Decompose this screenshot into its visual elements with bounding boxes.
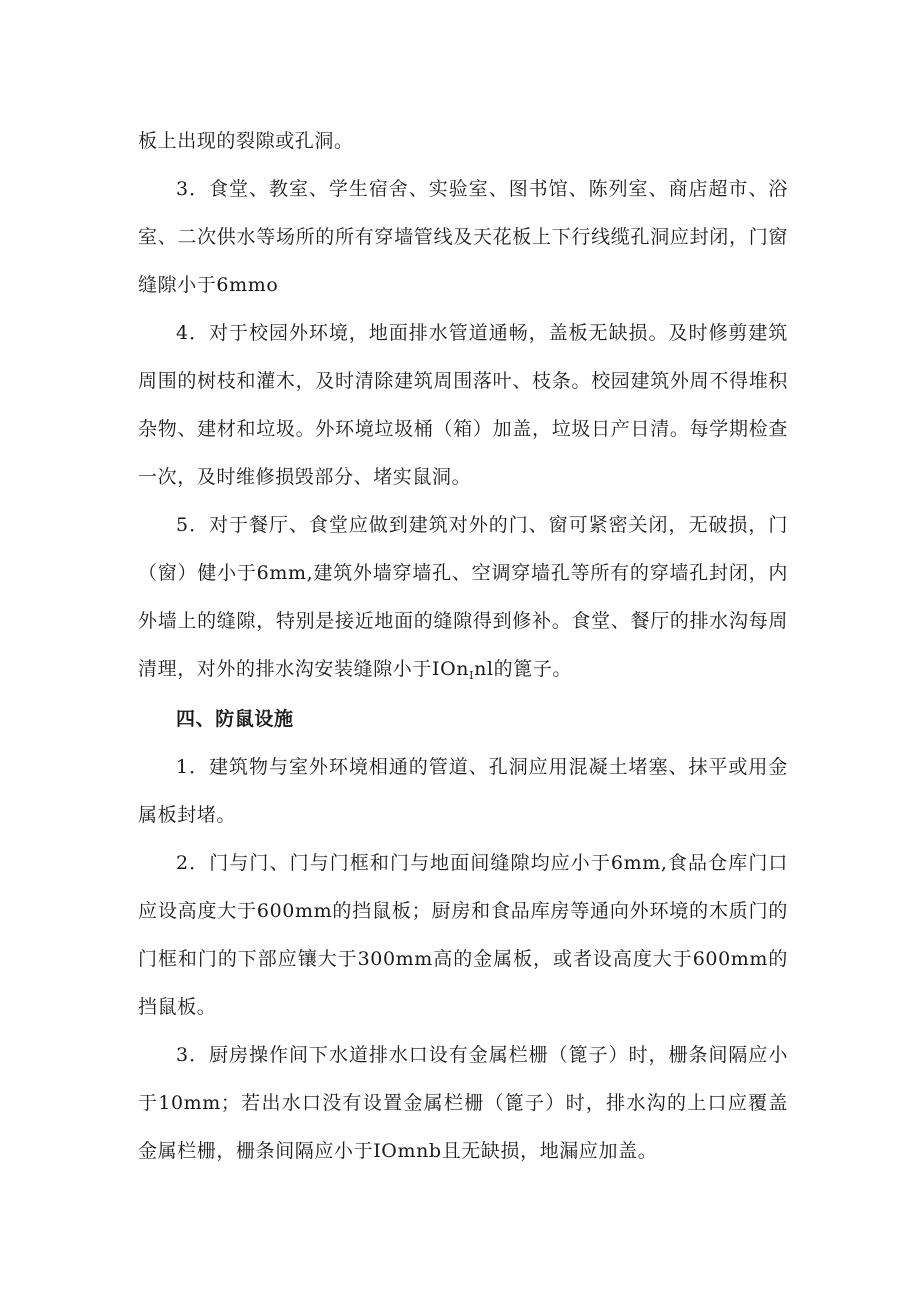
paragraph-item-5-text-a: 5．对于餐厅、食堂应做到建筑对外的门、窗可紧密关闭，无破损，门（窗）健小于6mm,建筑外墙穿墙孔、空调穿墙孔等所有的穿墙孔封闭，内外墙上的缝隙，特别是接近地面的缝隙得到修补。食堂、餐厅的排水沟每周清理，对外的排水沟安装缝隙小于IOn (138, 514, 788, 680)
paragraph-item-5 (138, 501, 788, 700)
paragraph-item-3: 3．食堂、教室、学生宿舍、实验室、图书馆、陈列室、商店超市、浴室、二次供水等场所的所有穿墙管线及天花板上下行线缆孔洞应封闭，门窗缝隙小于6mmo (138, 178, 788, 296)
paragraph-item-5-subscript: I (469, 669, 475, 682)
paragraph-item-4: 4．对于校园外环境，地面排水管道通畅，盖板无缺损。及时修剪建筑周围的树枝和灌木，及时清除建筑周围落叶、枝条。校园建筑外周不得堆积杂物、建材和垃圾。外环境垃圾桶（箱）加盖，垃圾日产日清。每学期检查一次，及时维修损毁部分、堵实鼠洞。 (138, 322, 788, 488)
paragraph-item-5-text-b: nl的篦子。 (474, 658, 572, 680)
paragraph-facility-2: 2．门与门、门与门框和门与地面间缝隙均应小于6mm,食品仓库门口应设高度大于600mm的挡鼠板；厨房和食品库房等通向外环境的木质门的门框和门的下部应镶大于300mm高的金属板，或者设高度大于600mm的挡鼠板。 (138, 852, 788, 1018)
paragraph-continuation: 板上出现的裂隙或孔洞。 (138, 130, 354, 152)
paragraph-facility-3: 3．厨房操作间下水道排水口设有金属栏栅（篦子）时，栅条间隔应小于10mm；若出水口没有设置金属栏栅（篦子）时，排水沟的上口应覆盖金属栏栅，栅条间隔应小于IOmnb且无缺损，地漏应加盖。 (138, 1044, 788, 1162)
paragraph-facility-1: 1．建筑物与室外环境相通的管道、孔洞应用混凝土堵塞、抹平或用金属板封堵。 (138, 756, 788, 826)
section-heading-rat-prevention: 四、防鼠设施 (176, 708, 294, 730)
